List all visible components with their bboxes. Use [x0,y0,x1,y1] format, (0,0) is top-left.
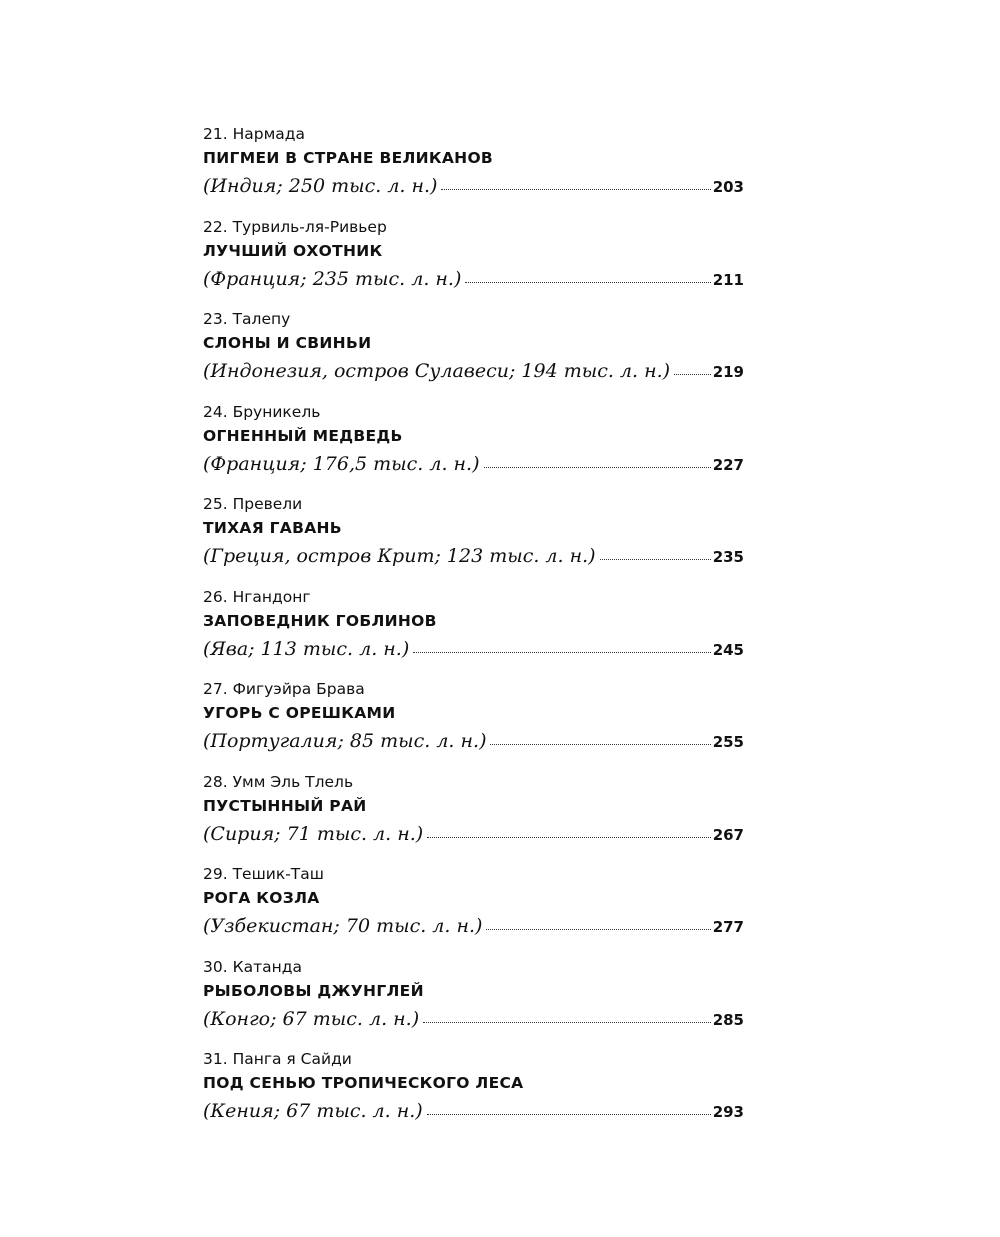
entry-location: (Индонезия, остров Сулавеси; 194 тыс. л. н.) [203,360,671,382]
dot-leader [484,467,711,468]
entry-page-number: 277 [712,918,744,936]
entry-line [203,356,744,386]
entry-location: (Кения; 67 тыс. л. н.) [203,1100,423,1122]
entry-line [203,264,744,294]
dot-leader [427,1114,711,1115]
entry-place: 26. Нгандонг [203,587,311,606]
toc-entry [203,216,744,309]
entry-line [203,726,744,756]
entry-line [203,171,744,201]
toc-entry [203,401,744,494]
entry-line [203,1096,744,1126]
entry-place: 22. Турвиль-ля-Ривьер [203,217,387,236]
entry-line [203,1004,744,1034]
entry-place: 28. Умм Эль Тлель [203,772,354,791]
entry-place: 25. Превели [203,495,303,513]
entry-location: (Сирия; 71 тыс. л. н.) [203,822,424,845]
entry-location: (Узбекистан; 70 тыс. л. н.) [203,915,483,937]
toc-entry [203,863,744,956]
entry-title: УГОРЬ С ОРЕШКАМИ [203,704,396,722]
entry-location: (Индия; 250 тыс. л. н.) [203,175,438,197]
entry-page-number: 267 [712,825,744,844]
entry-location: (Конго; 67 тыс. л. н.) [203,1007,420,1030]
entry-location: (Франция; 235 тыс. л. н.) [203,267,462,290]
toc-entry [203,956,744,1049]
entry-page-number: 211 [712,270,744,289]
toc-entry [203,123,744,216]
dot-leader [486,929,710,930]
toc-entry [203,308,744,401]
entry-title: ПУСТЫННЫЙ РАЙ [203,796,367,815]
dot-leader [674,374,711,375]
dot-leader [600,559,711,560]
entry-line [203,819,744,849]
entry-title: ПИГМЕИ В СТРАНЕ ВЕЛИКАНОВ [203,149,494,167]
entry-place: 27. Фигуэйра Брава [203,680,365,698]
entry-title: СЛОНЫ И СВИНЬИ [203,334,372,352]
entry-place: 30. Катанда [203,957,302,976]
dot-leader [441,189,710,190]
entry-place: 24. Бруникель [203,402,321,421]
toc-entry [203,771,744,864]
entry-title: ЛУЧШИЙ ОХОТНИК [203,241,383,260]
entry-location: (Ява; 113 тыс. л. н.) [203,637,410,660]
toc-entry [203,678,744,771]
entry-title: РОГА КОЗЛА [203,889,320,907]
entry-title: ПОД СЕНЬЮ ТРОПИЧЕСКОГО ЛЕСА [203,1074,524,1092]
entry-place: 21. Нармада [203,125,305,143]
entry-place: 29. Тешик-Таш [203,865,324,883]
dot-leader [427,837,711,838]
entry-title: ЗАПОВЕДНИК ГОБЛИНОВ [203,611,437,630]
dot-leader [465,282,710,283]
toc-entry [203,586,744,679]
entry-page-number: 293 [712,1103,744,1121]
entry-line [203,449,744,479]
entry-place: 23. Талепу [203,310,291,328]
entry-line [203,634,744,664]
entry-location: (Греция, остров Крит; 123 тыс. л. н.) [203,545,596,567]
table-of-contents [203,123,744,1141]
entry-page-number: 255 [712,733,744,751]
entry-page-number: 219 [712,363,744,381]
entry-page-number: 245 [712,640,744,659]
entry-page-number: 203 [712,178,744,196]
entry-title: ОГНЕННЫЙ МЕДВЕДЬ [203,426,403,445]
entry-page-number: 285 [712,1010,744,1029]
dot-leader [490,744,710,745]
entry-place: 31. Панга я Сайди [203,1050,352,1068]
entry-location: (Франция; 176,5 тыс. л. н.) [203,452,480,475]
toc-entry [203,493,744,586]
entry-title: РЫБОЛОВЫ ДЖУНГЛЕЙ [203,981,424,1000]
entry-line [203,541,744,571]
dot-leader [423,1022,711,1023]
entry-page-number: 227 [712,455,744,474]
entry-title: ТИХАЯ ГАВАНЬ [203,519,342,537]
entry-location: (Португалия; 85 тыс. л. н.) [203,730,487,752]
entry-line [203,911,744,941]
entry-page-number: 235 [712,548,744,566]
toc-entry [203,1048,744,1141]
dot-leader [413,652,710,653]
